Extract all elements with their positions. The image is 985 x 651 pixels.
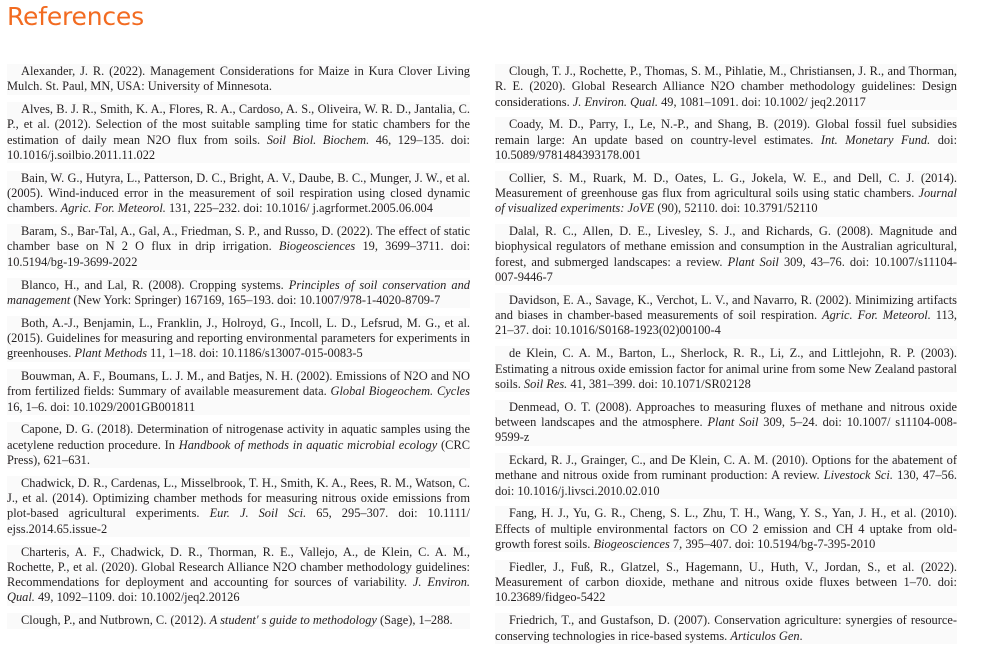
reference-details: 309, 5–24. doi: 10.1007/ s11104-008-9599-z bbox=[495, 414, 957, 445]
reference-entry bbox=[495, 400, 957, 446]
reference-source: Biogeosciences bbox=[593, 537, 670, 552]
reference-source: Agric. For. Meteorol. bbox=[60, 201, 166, 216]
reference-text: Eckard, R. J., Grainger, C., and De Klein, C. A. M. (2010). Options for the abatement of methane and nitrous oxide from ruminant production: A review. bbox=[495, 453, 957, 483]
reference-text: de Klein, C. A. M., Barton, L., Sherlock, R. R., Li, Z., and Littlejohn, R. P. (2003). Estimating a nitrous oxide emission factor for animal urine from some New Zealand pastoral soils. bbox=[495, 346, 957, 391]
reference-details: 113, 21–37. doi: 10.1016/S0168-1923(02)00100-4 bbox=[495, 308, 957, 338]
reference-source: J. Environ. Qual. bbox=[7, 575, 470, 605]
reference-text: Charteris, A. F., Chadwick, D. R., Thorman, R. E., Vallejo, A., de Klein, C. A. M., Rochette, P., et al. (2020). Global Research Alliance N2O chamber methodology guidelines: Recommendations for deployment and accounting for sources of variability. bbox=[7, 544, 470, 590]
reference-text: Friedrich, T., and Gustafson, D. (2007). Conservation agriculture: synergies of resource-conserving technologies in rice-based systems. bbox=[495, 613, 957, 643]
reference-details: 16, 1–6. doi: 10.1029/2001GB001811 bbox=[7, 399, 196, 414]
reference-source: Handbook of methods in aquatic microbial ecology bbox=[178, 437, 438, 452]
reference-text: Collier, S. M., Ruark, M. D., Oates, L. G., Jokela, W. E., and Dell, C. J. (2014). Measurement of greenhouse gas flux from agricultural soils using static chambers. bbox=[495, 170, 957, 201]
reference-details: 131, 225–232. doi: 10.1016/ j.agrformet.2005.06.004 bbox=[165, 201, 433, 216]
reference-details: 309, 43–76. doi: 10.1007/s11104-007-9446-7 bbox=[495, 254, 958, 285]
reference-details: 49, 1081–1091. doi: 10.1002/ jeq2.20117 bbox=[658, 94, 866, 109]
reference-text: Dalal, R. C., Allen, D. E., Livesley, S. J., and Richards, G. (2008). Magnitude and biophysical regulators of methane emission and consumption in the Australian agricultural, forest, and submerged landscapes: a review. bbox=[495, 224, 957, 269]
reference-text: Coady, M. D., Parry, I., Le, N.-P., and Shang, B. (2019). Global fossil fuel subsidies remain large: An update based on country-level estimates. bbox=[495, 117, 957, 147]
reference-text: Alves, B. J. R., Smith, K. A., Flores, R. A., Cardoso, A. S., Oliveira, W. R. D., Jantalia, C. P., et al. (2012). Selection of the most suitable sampling time for static chambers for the estimation of daily mean N2O flux from soils. bbox=[7, 102, 470, 147]
reference-details: 130, 47–56. doi: 10.1016/j.livsci.2010.02.010 bbox=[495, 468, 958, 498]
reference-entry bbox=[7, 64, 470, 95]
reference-text: Clough, T. J., Rochette, P., Thomas, S. M., Pihlatie, M., Christiansen, J. R., and Thorman, R. E. (2020). Global Research Alliance N2O chamber methodology guidelines: Design considerations. bbox=[495, 64, 957, 109]
reference-entry bbox=[495, 293, 957, 339]
reference-source: J. Environ. Qual. bbox=[572, 94, 659, 109]
reference-text: Bain, W. G., Hutyra, L., Patterson, D. C., Bright, A. V., Daube, B. C., Munger, J. W., et al. (2005). Wind-induced error in the measurement of soil respiration using closed dynamic chambers. bbox=[7, 170, 470, 216]
reference-text: Fang, H. J., Yu, G. R., Cheng, S. L., Zhu, T. H., Wang, Y. S., Yan, J. H., et al. (2010). Effects of multiple environmental factors on CO 2 emission and CH 4 uptake from old-growth forest soils. bbox=[495, 506, 957, 552]
reference-source: Soil Res. bbox=[523, 376, 568, 391]
reference-source: Soil Biol. Biochem. bbox=[266, 132, 370, 147]
reference-details: (90), 52110. doi: 10.3791/52110 bbox=[654, 201, 818, 216]
references-column-left bbox=[7, 64, 470, 636]
reference-entry bbox=[7, 369, 470, 415]
reference-source: Agric. For. Meteorol. bbox=[822, 308, 931, 323]
reference-text: Bouwman, A. F., Boumans, L. J. M., and Batjes, N. H. (2002). Emissions of N2O and NO from fertilized fields: Summary of available measurement data. bbox=[7, 369, 470, 399]
reference-entry bbox=[495, 453, 957, 499]
references-column-right bbox=[495, 64, 957, 651]
reference-entry bbox=[7, 102, 470, 163]
reference-source: Journal of visualized experiments: JoVE bbox=[495, 186, 957, 216]
reference-text: Fiedler, J., Fuß, R., Glatzel, S., Hagemann, U., Huth, V., Jordan, S., et al. (2022). Measurement of carbon dioxide, methane and nitrous oxide fluxes between 1–70. doi: 10.23689/fidgeo-5422 bbox=[495, 559, 957, 605]
reference-source: Eur. J. Soil Sci. bbox=[209, 506, 307, 521]
reference-text: Denmead, O. T. (2008). Approaches to measuring fluxes of methane and nitrous oxide between landscapes and the atmosphere. bbox=[495, 399, 957, 429]
reference-details: 11, 1–18. doi: 10.1186/s13007-015-0083-5 bbox=[147, 346, 363, 361]
reference-entry bbox=[495, 560, 957, 606]
reference-entry bbox=[7, 613, 470, 628]
reference-details: 65, 295–307. doi: 10.1111/ ejss.2014.65.issue-2 bbox=[7, 506, 471, 536]
reference-details: 7, 395–407. doi: 10.5194/bg-7-395-2010 bbox=[669, 537, 876, 552]
reference-entry bbox=[7, 476, 470, 537]
reference-text: Blanco, H., and Lal, R. (2008). Cropping systems. bbox=[21, 277, 289, 292]
reference-text: Baram, S., Bar-Tal, A., Gal, A., Friedman, S. P., and Russo, D. (2022). The effect of static chamber base on N 2 O flux in drip irrigation. bbox=[7, 224, 470, 254]
reference-details: (CRC Press), 621–631. bbox=[7, 437, 470, 468]
reference-source: Plant Methods bbox=[74, 346, 148, 361]
reference-details: (New York: Springer) 167169, 165–193. doi: 10.1007/978-1-4020-8709-7 bbox=[70, 292, 441, 307]
reference-entry bbox=[7, 224, 470, 270]
reference-entry bbox=[495, 117, 957, 163]
reference-source: Plant Soil bbox=[727, 254, 779, 269]
reference-entry bbox=[7, 545, 470, 606]
reference-details: 41, 381–399. doi: 10.1071/SR02128 bbox=[567, 376, 751, 391]
reference-entry bbox=[7, 171, 470, 217]
reference-text: Both, A.-J., Benjamin, L., Franklin, J., Holroyd, G., Incoll, L. D., Lefsrud, M. G., et al. (2015). Guidelines for measuring and reporting environmental parameters for experiments in greenhouses. bbox=[7, 315, 470, 361]
reference-entry bbox=[495, 346, 957, 392]
reference-entry bbox=[495, 171, 957, 217]
reference-text: Chadwick, D. R., Cardenas, L., Misselbrook, T. H., Smith, K. A., Rees, R. M., Watson, C. J., et al. (2014). Optimizing chamber methods for measuring nitrous oxide emissions from plot-based agricultural experiments. bbox=[7, 475, 470, 521]
reference-details: . bbox=[799, 628, 803, 643]
reference-source: Biogeosciences bbox=[278, 239, 356, 254]
page-title: References bbox=[7, 2, 144, 31]
reference-entry bbox=[495, 506, 957, 552]
reference-source: Livestock Sci. bbox=[823, 468, 893, 483]
reference-entry bbox=[495, 224, 957, 285]
reference-source: Articulos Gen bbox=[730, 628, 800, 643]
reference-entry bbox=[495, 64, 957, 110]
reference-details: doi: 10.5089/9781484393178.001 bbox=[495, 132, 958, 162]
reference-entry bbox=[7, 278, 470, 309]
reference-details: 49, 1092–1109. doi: 10.1002/jeq2.20126 bbox=[34, 590, 240, 605]
reference-source: Global Biogeochem. Cycles bbox=[330, 384, 470, 399]
reference-source: A student' s guide to methodology bbox=[209, 613, 377, 628]
reference-source: Plant Soil bbox=[707, 414, 759, 429]
reference-details: 19, 3699–3711. doi: 10.5194/bg-19-3699-2022 bbox=[7, 239, 471, 269]
reference-source: Int. Monetary Fund. bbox=[820, 132, 931, 147]
reference-entry bbox=[7, 422, 470, 468]
reference-details: 46, 129–135. doi: 10.1016/j.soilbio.2011.11.022 bbox=[7, 132, 470, 162]
reference-text: Davidson, E. A., Savage, K., Verchot, L. V., and Navarro, R. (2002). Minimizing artifacts and biases in chamber-based measurements of soil respiration. bbox=[495, 292, 957, 323]
reference-details: (Sage), 1–288. bbox=[376, 613, 453, 628]
reference-text: Capone, D. G. (2018). Determination of nitrogenase activity in aquatic samples using the acetylene reduction procedure. In bbox=[7, 422, 470, 452]
reference-source: Principles of soil conservation and management bbox=[7, 277, 470, 307]
reference-text: Clough, P., and Nutbrown, C. (2012). bbox=[21, 613, 210, 628]
reference-entry bbox=[7, 316, 470, 362]
reference-text: Alexander, J. R. (2022). Management Considerations for Maize in Kura Clover Living Mulch. St. Paul, MN, USA: University of Minnesota. bbox=[7, 64, 470, 94]
reference-entry bbox=[495, 613, 957, 644]
